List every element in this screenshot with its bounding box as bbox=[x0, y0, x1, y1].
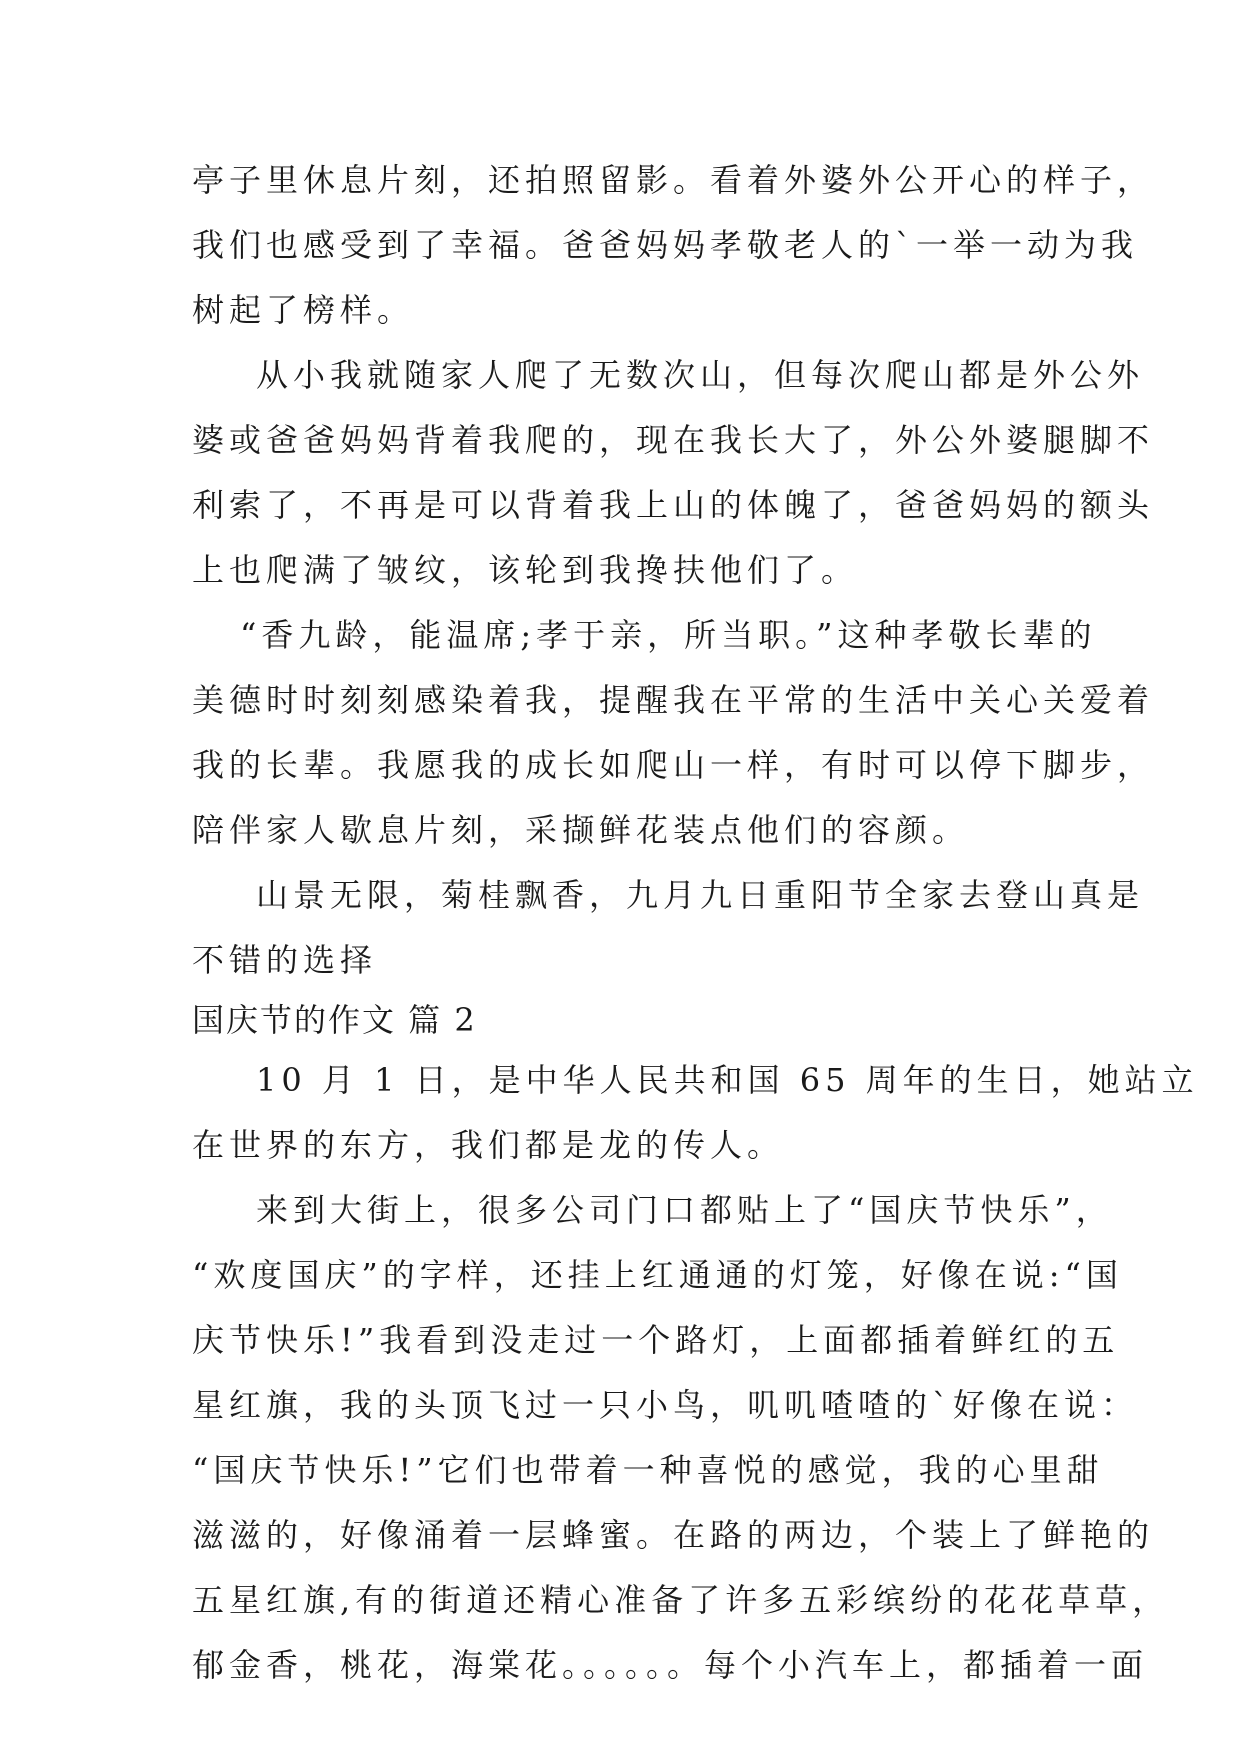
text-line: 庆节快乐!”我看到没走过一个路灯，上面都插着鲜红的五 bbox=[192, 1321, 1120, 1359]
text-line: 陪伴家人歇息片刻，采撷鲜花装点他们的容颜。 bbox=[192, 811, 970, 849]
text-line: 美德时时刻刻感染着我，提醒我在平常的生活中关心关爱着 bbox=[192, 681, 1155, 719]
text-line: 滋滋的，好像涌着一层蜂蜜。在路的两边，个装上了鲜艳的 bbox=[192, 1516, 1155, 1554]
text-line: “欢度国庆”的字样，还挂上红通通的灯笼，好像在说:“国 bbox=[192, 1256, 1123, 1294]
text-line: 利索了，不再是可以背着我上山的体魄了，爸爸妈妈的额头 bbox=[192, 486, 1155, 524]
text-line: 郁金香，桃花，海棠花。。。。。。每个小汽车上，都插着一面 bbox=[192, 1646, 1149, 1684]
paragraph-first-line: 山景无限，菊桂飘香，九月九日重阳节全家去登山真是 bbox=[256, 876, 1145, 914]
text-line: 在世界的东方，我们都是龙的传人。 bbox=[192, 1126, 785, 1164]
text-line: 五星红旗,有的街道还精心准备了许多五彩缤纷的花花草草， bbox=[192, 1581, 1170, 1619]
paragraph-first-line: 从小我就随家人爬了无数次山，但每次爬山都是外公外 bbox=[256, 356, 1145, 394]
text-line: “国庆节快乐!”它们也带着一种喜悦的感觉，我的心里甜 bbox=[192, 1451, 1104, 1489]
text-line: 树起了榜样。 bbox=[192, 291, 415, 329]
text-line: 我们也感受到了幸福。爸爸妈妈孝敬老人的`一举一动为我 bbox=[192, 226, 1139, 264]
text-line: 婆或爸爸妈妈背着我爬的，现在我长大了，外公外婆腿脚不 bbox=[192, 421, 1155, 459]
text-line: 星红旗，我的头顶飞过一只小鸟，叽叽喳喳的`好像在说： bbox=[192, 1386, 1139, 1424]
text-line: 上也爬满了皱纹，该轮到我搀扶他们了。 bbox=[192, 551, 859, 589]
paragraph-first-line: 10 月 1 日，是中华人民共和国 65 周年的生日，她站立 bbox=[256, 1061, 1199, 1099]
text-line: 不错的选择 bbox=[192, 941, 378, 979]
text-line: 我的长辈。我愿我的成长如爬山一样，有时可以停下脚步， bbox=[192, 746, 1155, 784]
text-line: 亭子里休息片刻，还拍照留影。看着外婆外公开心的样子， bbox=[192, 161, 1155, 199]
section-heading: 国庆节的作文 篇 2 bbox=[192, 1001, 477, 1039]
paragraph-first-line: “香九龄，能温席;孝于亲，所当职。”这种孝敬长辈的 bbox=[240, 616, 1097, 654]
paragraph-first-line: 来到大街上，很多公司门口都贴上了“国庆节快乐”， bbox=[256, 1191, 1113, 1229]
